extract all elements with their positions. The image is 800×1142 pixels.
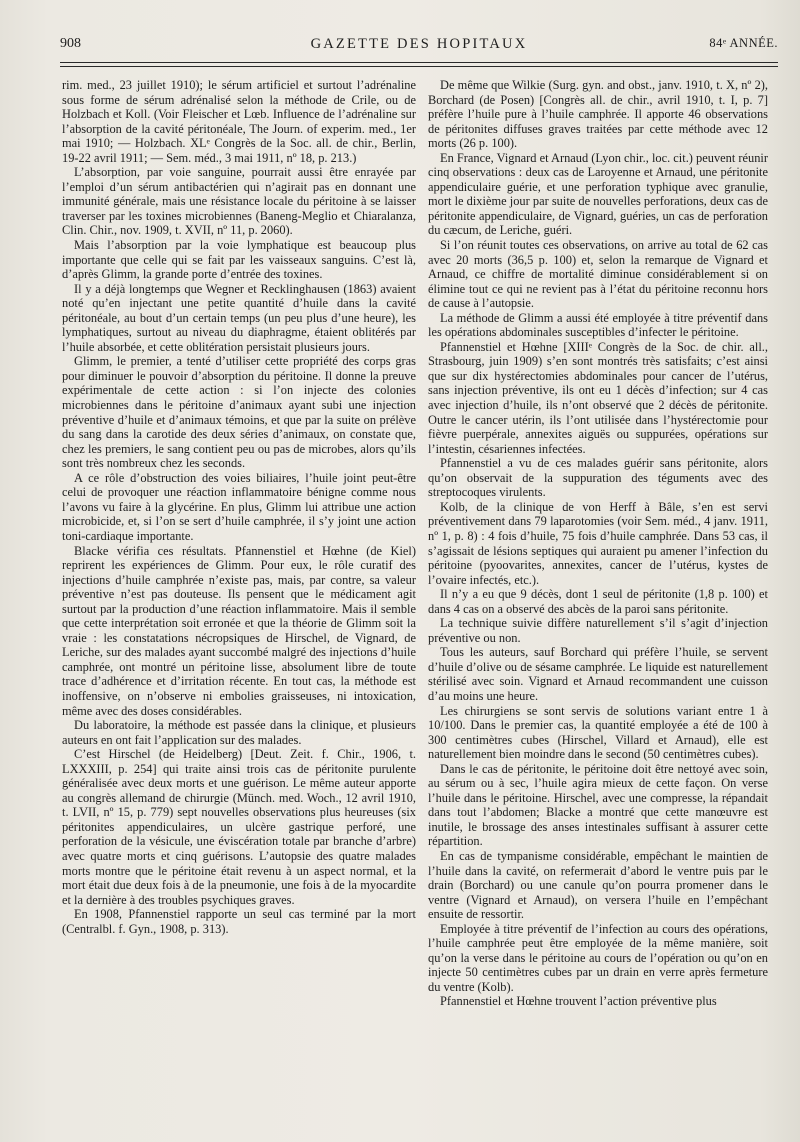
header-rule-thick [60, 62, 778, 63]
paragraph: Pfannenstiel et Hœhne trouvent l’action préventive plus [440, 994, 717, 1009]
paragraph: rim. med., 23 juillet 1910); le sérum artificiel et surtout l’adrénaline sous forme de sérum adrénalisé selon la méthode de Crile, ou de Holzbach et Koll. (Voir Fleischer et Lœb. Influence de l’adrénaline sur l’absorption de la cavité péritonéale, The Journ. of experim. med., 1er mai 1910; — Holzbach. XLᵉ Congrès de la Soc. all. de chir., Berlin, 19-22 avril 1911; — Sem. méd., 3 mai 1911, nº 18, p. 213.) [62, 78, 416, 165]
paragraph: Si l’on réunit toutes ces observations, on arrive au total de 62 cas avec 20 morts (36,5 p. 100) et, selon la remarque de Vignard et Arnaud, ce chiffre de mortalité diminue considérablement si on élimine tout ce qui ne revient pas à l’état du péritoine reconnu hors de cause à l’autopsie. [428, 238, 768, 311]
paragraph: Pfannenstiel a vu de ces malades guérir sans péritonite, alors qu’on observait de la suppuration des téguments avec des streptocoques virulents. [428, 456, 768, 500]
paragraph: Les chirurgiens se sont servis de solutions variant entre 1 à 10/100. Dans le premier cas, la quantité employée a été de 100 à 300 centimètres cubes (Hirschel, Villard et Arnaud), elle est naturellement bien moindre dans le second (50 centimètres cubes). [428, 703, 768, 762]
paragraph: Tous les auteurs, sauf Borchard qui préfère l’huile, se servent d’huile d’olive ou de sésame camphrée. Le liquide est naturellement stérilisé avec soin. Vignard et Arnaud recommandent une cuisson d’au moins une heure. [428, 645, 768, 703]
header-rule-thin [60, 66, 778, 67]
paragraph: L’absorption, par voie sanguine, pourrait aussi être enrayée par l’emploi d’un sérum antibactérien qui n’agirait pas en donnant une immunité générale, mais une résistance locale du péritoine à se laisser traverser par les toxines microbiennes (Baneng-Meglio et Chiaralanza, Clin. Chir., nov. 1909, t. XVII, nº 11, p. 2060). [62, 165, 416, 238]
paragraph: Employée à titre préventif de l’infection au cours des opérations, l’huile camphrée peut être employée de la même manière, soit qu’on la verse dans le péritoine au cours de l’opération ou qu’on en injecte 50 centimètres cubes par un drain en verre après fermeture du ventre (Kolb). [428, 921, 768, 994]
right-column [428, 78, 768, 1009]
paragraph: Du laboratoire, la méthode est passée dans la clinique, et plusieurs auteurs en ont fait l’application sur des malades. [62, 718, 416, 747]
page-header [60, 36, 778, 58]
paragraph: La technique suivie diffère naturellement s’il s’agit d’injection préventive ou non. [428, 616, 768, 645]
page-number: 908 [60, 36, 81, 51]
paragraph: En cas de tympanisme considérable, empêchant le maintien de l’huile dans la cavité, on refermerait d’abord le ventre puis par le drain (Borchard) ou une canule qu’on pourra promener dans le ventre (Vignard et Arnaud), on versera l’huile en l’empêchant ensuite de ressortir. [428, 848, 768, 922]
paragraph: Mais l’absorption par la voie lymphatique est beaucoup plus importante que celle qui se fait par les vaisseaux sanguins. C’est là, d’après Glimm, la grande porte d’entrée des toxines. [62, 238, 416, 282]
paragraph: La méthode de Glimm a aussi été employée à titre préventif dans les opérations abdominales susceptibles d’infecter le péritoine. [428, 310, 768, 340]
left-column [62, 78, 416, 936]
paragraph: Il n’y a eu que 9 décès, dont 1 seul de péritonite (1,8 p. 100) et dans 4 cas on a observé des abcès de la paroi sans péritonite. [428, 587, 768, 616]
paragraph: Il y a déjà longtemps que Wegner et Recklinghausen (1863) avaient noté qu’en injectant une petite quantité d’huile dans la cavité péritonéale, au bout d’un certain temps (un peu plus d’une heure), les lymphatiques, surtout au niveau du diaphragme, étaient oblitérés par l’huile absorbée, et cette oblitération persistait plusieurs jours. [62, 281, 416, 354]
paragraph: Dans le cas de péritonite, le péritoine doit être nettoyé avec soin, au sérum ou à sec, l’huile agira mieux de cette façon. On verse l’huile dans le péritoine. Hirschel, avec une compresse, la répandait dans tout l’abdomen; Blacke a montré que cette manœuvre est inutile, le brossage des anses intestinales suffisant à assurer cette répartition. [428, 761, 768, 849]
paragraph: Glimm, le premier, a tenté d’utiliser cette propriété des corps gras pour diminuer le pouvoir d’absorption du péritoine. Il donne la preuve expérimentale de cette action : si l’on injecte des colonies microbiennes dans le péritoine d’animaux ayant subi une injection préventive d’huile et d’animaux témoins, et que par la suite on prélève du sang dans la carotide des deux séries d’animaux, on constate que, chez les premiers, le sang contient peu ou pas de microbes, alors qu’ils sont très nombreux chez les seconds. [62, 354, 416, 471]
paragraph: Blacke vérifia ces résultats. Pfannenstiel et Hœhne (de Kiel) reprirent les expériences de Glimm. Pour eux, le rôle curatif des injections d’huile camphrée n’existe pas, mais, par contre, sa valeur préventive n’est pas douteuse. Ils pensent que le médicament agit surtout par la production d’une réaction inflammatoire. Mais il semble que cette interprétation soit erronée et que la théorie de Glimm soit la vraie : les constatations nécropsiques de Hirschel, de Vignard, de Leriche, sur des malades ayant succombé malgré des injections d’huile camphrée, ont montré un péritoine lisse, absolument libre de toute trace d’adhérence et d’irritation récente. En tout cas, la méthode est inoffensive, on n’observe ni embolies graisseuses, ni intoxication, même avec des doses considérables. [62, 543, 416, 718]
year-label: 84ᵉ ANNÉE. [709, 36, 778, 50]
paragraph: Kolb, de la clinique de von Herff à Bâle, s’en est servi préventivement dans 79 laparotomies (voir Sem. méd., 4 janv. 1911, nº 1, p. 8) : 4 fois d’huile, 75 fois d’huile camphrée. Dans 53 cas, il s’agissait de lésions septiques qui auraient pu amener l’infection du péritoine (pyoovarites, annexites, cancer de l’utérus, kystes de l’ovaire infectés, etc.). [428, 499, 768, 587]
paragraph: C’est Hirschel (de Heidelberg) [Deut. Zeit. f. Chir., 1906, t. LXXXIII, p. 254] qui traite ainsi trois cas de péritonite purulente généralisée avec deux morts et une guérison. Le même auteur apporte au congrès allemand de chirurgie (Münch. med. Woch., 12 avril 1910, t. LVII, nº 15, p. 779) sept nouvelles observations plus heureuses (six péritonites appendiculaires, un ulcère gastrique perforé, une perforation de la vésicule, une éviscération totale par branche d’arbre) avec quatre morts et cinq guérisons. L’autopsie des quatre malades morts montre que le péritoine était revenu à un aspect normal, et la mort était due deux fois à de la pneumonie, une fois à de la myocardite et la dernière à des troubles psychiques graves. [62, 747, 416, 907]
paragraph: De même que Wilkie (Surg. gyn. and obst., janv. 1910, t. X, nº 2), Borchard (de Posen) [Congrès all. de chir., avril 1910, t. I, p. 7] préfère l’huile pure à l’huile camphrée. Il apporte 46 observations de péritonites diffuses graves traitées par cette méthode avec 12 morts (26 p. 100). [428, 78, 768, 151]
paragraph: Pfannenstiel et Hœhne [XIIIᵉ Congrès de la Soc. de chir. all., Strasbourg, juin 1909) s’en sont montrés très satisfaits; c’est ainsi que sur dix hystérectomies abdominales pour cancer de l’utérus, sans injection préventive, ils ont eu 1 décès d’infection; sur 4 cas avec injection d’huile, ils n’ont observé que 2 décès de péritonite. Outre le cancer utérin, ils l’ont utilisée dans l’hystérectomie pour fièvre puerpérale, annexites aiguës ou suppurées, opérations sur l’intestin, césariennes infectées. [428, 339, 768, 456]
paragraph: En France, Vignard et Arnaud (Lyon chir., loc. cit.) peuvent réunir cinq observations : deux cas de Laroyenne et Arnaud, une péritonite appendiculaire guérie, et une perforation typhique avec granulie, mort le dixième jour par suite de nouvelles perforations, deux cas de péritonite appendiculaire, de Vignard, guéries, un cas de perforation du cæcum, de Leriche, guéri. [428, 150, 768, 238]
paragraph: A ce rôle d’obstruction des voies biliaires, l’huile joint peut-être celui de provoquer une réaction inflammatoire bénigne comme nous l’avons vu faire à la glycérine. En plus, Glimm lui attribue une action microbicide, et, si l’on se sert d’huile camphrée, il s’y joint une action toni-cardiaque importante. [62, 470, 416, 543]
journal-title: GAZETTE DES HOPITAUX [310, 36, 528, 52]
paragraph: En 1908, Pfannenstiel rapporte un seul cas terminé par la mort (Centralbl. f. Gyn., 1908, p. 313). [62, 907, 416, 936]
